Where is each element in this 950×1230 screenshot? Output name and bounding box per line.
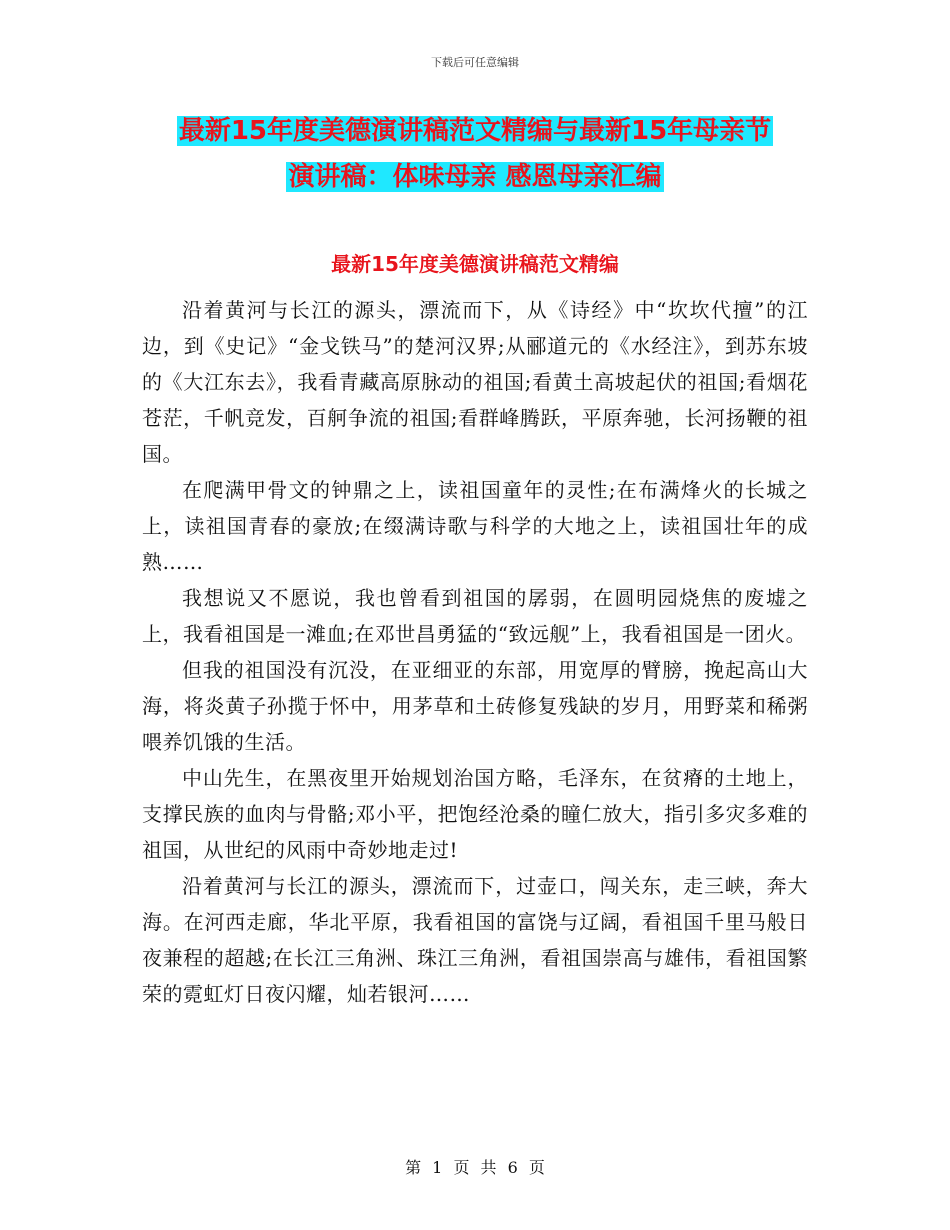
paragraph: 我想说又不愿说，我也曾看到祖国的孱弱，在圆明园烧焦的废墟之上，我看祖国是一滩血;在邓世昌勇猛的“致远舰”上，我看祖国是一团火。: [142, 586, 808, 646]
paragraph: 沿着黄河与长江的源头，漂流而下，过壶口，闯关东，走三峡，奔大海。在河西走廊，华北平原，我看祖国的富饶与辽阔，看祖国千里马般日夜兼程的超越;在长江三角洲、珠江三角洲，看祖国崇高与雄伟，看祖国繁荣的霓虹灯日夜闪耀，灿若银河……: [142, 874, 808, 1006]
title-line-1: 最新15年度美德演讲稿范文精编与最新15年母亲节: [178, 116, 772, 146]
page-footer: 第 1 页 共 6 页: [405, 1158, 545, 1177]
paragraph: 但我的祖国没有沉没，在亚细亚的东部，用宽厚的臂膀，挽起高山大海，将炎黄子孙揽于怀中，用茅草和土砖修复残缺的岁月，用野菜和稀粥喂养饥饿的生活。: [142, 658, 808, 754]
title-line-2: 演讲稿：体味母亲 感恩母亲汇编: [288, 162, 662, 192]
paragraph: 在爬满甲骨文的钟鼎之上，读祖国童年的灵性;在布满烽火的长城之上，读祖国青春的豪放;在缀满诗歌与科学的大地之上，读祖国壮年的成熟……: [142, 478, 808, 574]
section-title: 最新15年度美德演讲稿范文精编: [331, 252, 619, 276]
header-note: 下载后可任意编辑: [431, 56, 519, 69]
document-title: [150, 108, 800, 200]
body-text: [142, 292, 808, 1012]
paragraph: 中山先生，在黑夜里开始规划治国方略，毛泽东，在贫瘠的土地上，支撑民族的血肉与骨骼;邓小平，把饱经沧桑的瞳仁放大，指引多灾多难的祖国，从世纪的风雨中奇妙地走过!: [142, 766, 808, 862]
paragraph: 沿着黄河与长江的源头，漂流而下，从《诗经》中“坎坎代擅”的江边，到《史记》“金戈铁马”的楚河汉界;从郦道元的《水经注》，到苏东坡的《大江东去》，我看青藏高原脉动的祖国;看黄土高坡起伏的祖国;看烟花苍茫，千帆竞发，百舸争流的祖国;看群峰腾跃，平原奔驰，长河扬鞭的祖国。: [142, 298, 808, 466]
